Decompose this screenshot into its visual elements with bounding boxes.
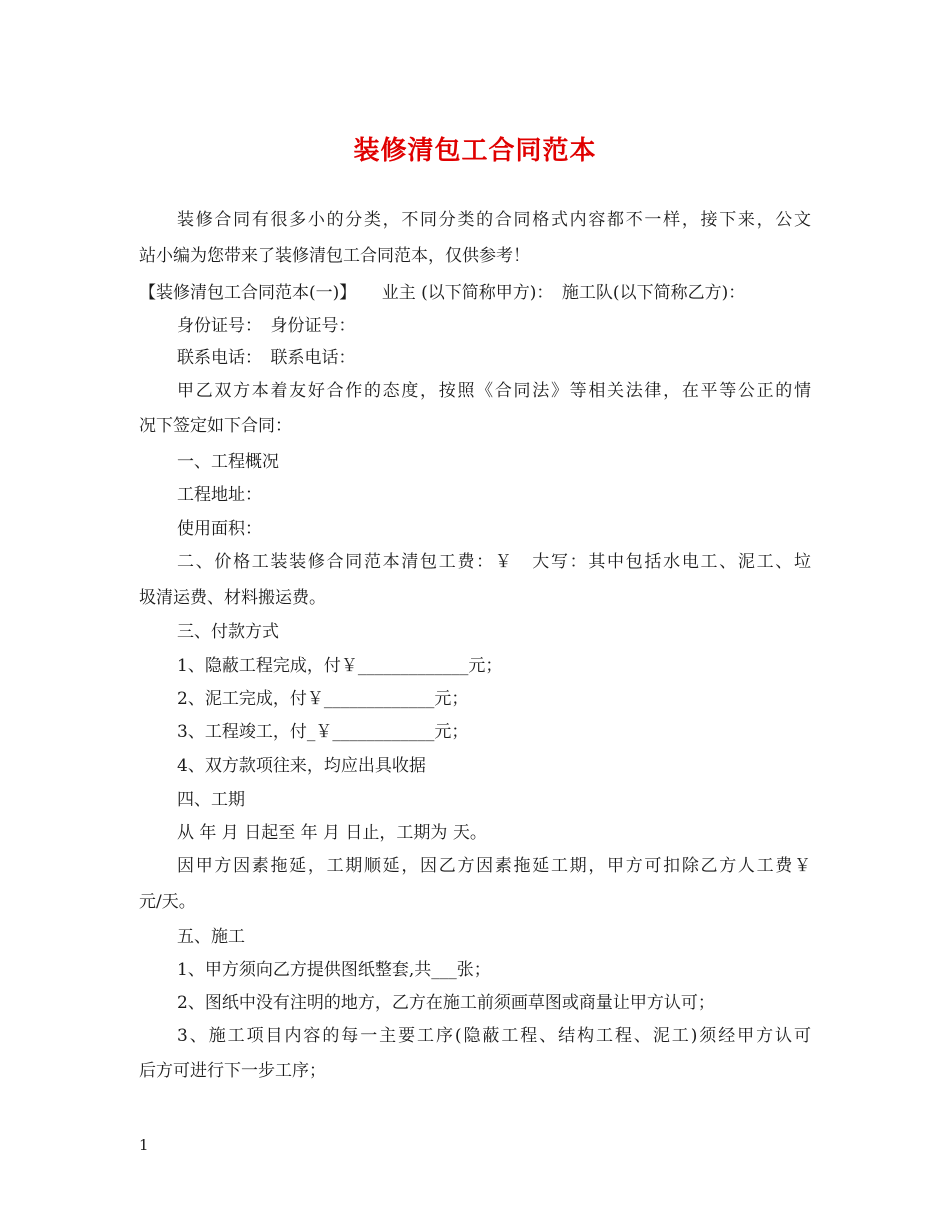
paragraph-line: 元/天。 xyxy=(139,892,196,912)
list-item: 1、甲方须向乙方提供图纸整套,共___张； xyxy=(177,960,491,980)
list-item: 3、工程竣工，付_￥____________元； xyxy=(177,722,469,742)
section-heading: 五、施工 xyxy=(177,927,245,947)
list-item: 4、双方款项往来，均应出具收据 xyxy=(177,756,426,776)
paragraph-line: 因甲方因素拖延，工期顺延，因乙方因素拖延工期，甲方可扣除乙方人工费￥ xyxy=(177,856,811,876)
list-item: 2、泥工完成，付￥_____________元； xyxy=(177,689,469,709)
paragraph-line: 况下签定如下合同： xyxy=(139,416,292,436)
paragraph-line: 使用面积： xyxy=(177,519,262,539)
paragraph-line: 联系电话： 联系电话： xyxy=(177,348,356,368)
paragraph-line: 装修合同有很多小的分类，不同分类的合同格式内容都不一样，接下来，公文 xyxy=(177,210,811,230)
paragraph-line: 甲乙双方本着友好合作的态度，按照《合同法》等相关法律，在平等公正的情 xyxy=(177,381,811,401)
paragraph-line: 从 年 月 日起至 年 月 日止，工期为 天。 xyxy=(177,823,487,843)
section-heading: 四、工期 xyxy=(177,790,245,810)
paragraph-line: 工程地址： xyxy=(177,485,262,505)
paragraph-line: 身份证号： 身份证号： xyxy=(177,316,356,336)
section-heading: 三、付款方式 xyxy=(177,622,279,642)
section-heading: 一、工程概况 xyxy=(177,452,279,472)
list-item: 1、隐蔽工程完成，付￥_____________元； xyxy=(177,656,503,676)
list-item: 2、图纸中没有注明的地方，乙方在施工前须画草图或商量让甲方认可； xyxy=(177,993,715,1013)
list-item: 3、施工项目内容的每一主要工序(隐蔽工程、结构工程、泥工)须经甲方认可 xyxy=(177,1026,811,1046)
paragraph-line: 【装修清包工合同范本(一)】 业主 (以下简称甲方)： 施工队(以下简称乙方)： xyxy=(139,283,746,303)
paragraph-line: 圾清运费、材料搬运费。 xyxy=(139,588,326,608)
document-title: 装修清包工合同范本 xyxy=(353,136,597,166)
paragraph-line: 二、价格工装装修合同范本清包工费：￥ 大写：其中包括水电工、泥工、垃 xyxy=(177,552,811,572)
paragraph-line: 站小编为您带来了装修清包工合同范本，仅供参考！ xyxy=(139,246,530,266)
paragraph-line: 后方可进行下一步工序； xyxy=(139,1061,326,1081)
page-number: 1 xyxy=(139,1136,149,1154)
